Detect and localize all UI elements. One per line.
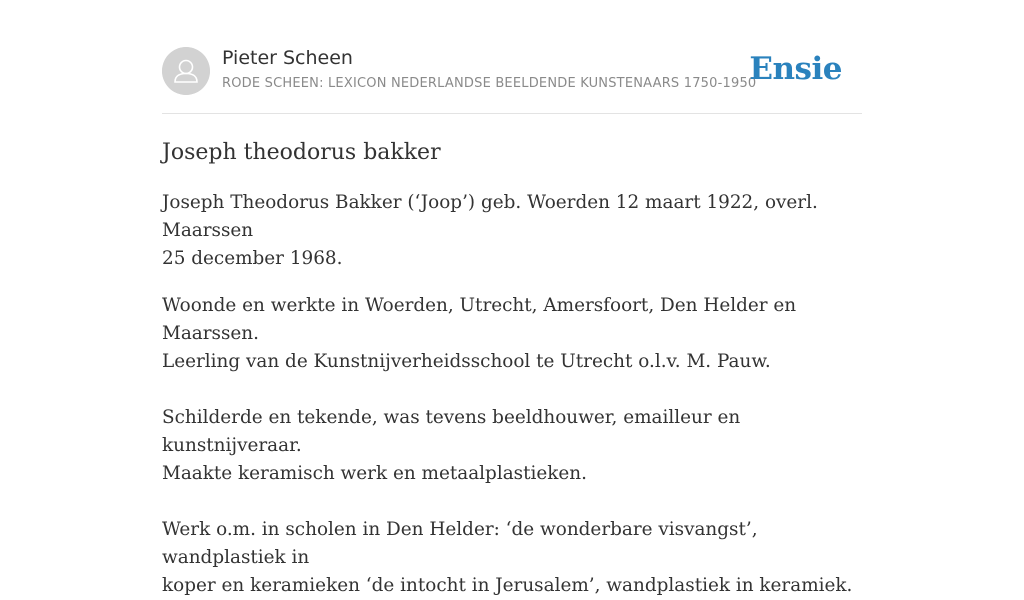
source-label[interactable]: RODE SCHEEN: LEXICON NEDERLANDSE BEELDENDE KUNSTENAARS 1750-1950 <box>222 76 757 91</box>
paragraph-line: Joseph Theodorus Bakker (‘Joop’) geb. Woerden 12 maart 1922, overl. Maarssen <box>162 192 818 241</box>
paragraph-line: Leerling van de Kunstnijverheidsschool te Utrecht o.l.v. M. Pauw. <box>162 351 771 372</box>
paragraph-birth-death <box>162 189 862 273</box>
paragraph-line: Schilderde en tekende, was tevens beeldhouwer, emailleur en kunstnijveraar. <box>162 407 741 456</box>
paragraph-line: Werk o.m. in scholen in Den Helder: ‘de wonderbare visvangst’, wandplastiek in <box>162 519 758 568</box>
paragraph-line: koper en keramieken ‘de intocht in Jerusalem’, wandplastiek in keramiek. <box>162 575 853 596</box>
paragraph-residence <box>162 292 862 376</box>
article-title: Joseph theodorus bakker <box>162 140 441 165</box>
ensie-logo[interactable]: Ensie <box>749 51 842 87</box>
paragraph-line: Woonde en werkte in Woerden, Utrecht, Amersfoort, Den Helder en Maarssen. <box>162 295 797 344</box>
paragraph-work-types <box>162 404 862 488</box>
article-page <box>162 40 862 600</box>
paragraph-line: Maakte keramisch werk en metaalplastieken. <box>162 463 587 484</box>
paragraph-works <box>162 516 862 600</box>
author-block <box>222 45 756 95</box>
user-avatar-icon[interactable] <box>162 47 210 95</box>
article-body <box>162 189 862 600</box>
author-name[interactable]: Pieter Scheen <box>222 47 353 69</box>
paragraph-line: 25 december 1968. <box>162 248 343 269</box>
article-header <box>162 40 862 114</box>
